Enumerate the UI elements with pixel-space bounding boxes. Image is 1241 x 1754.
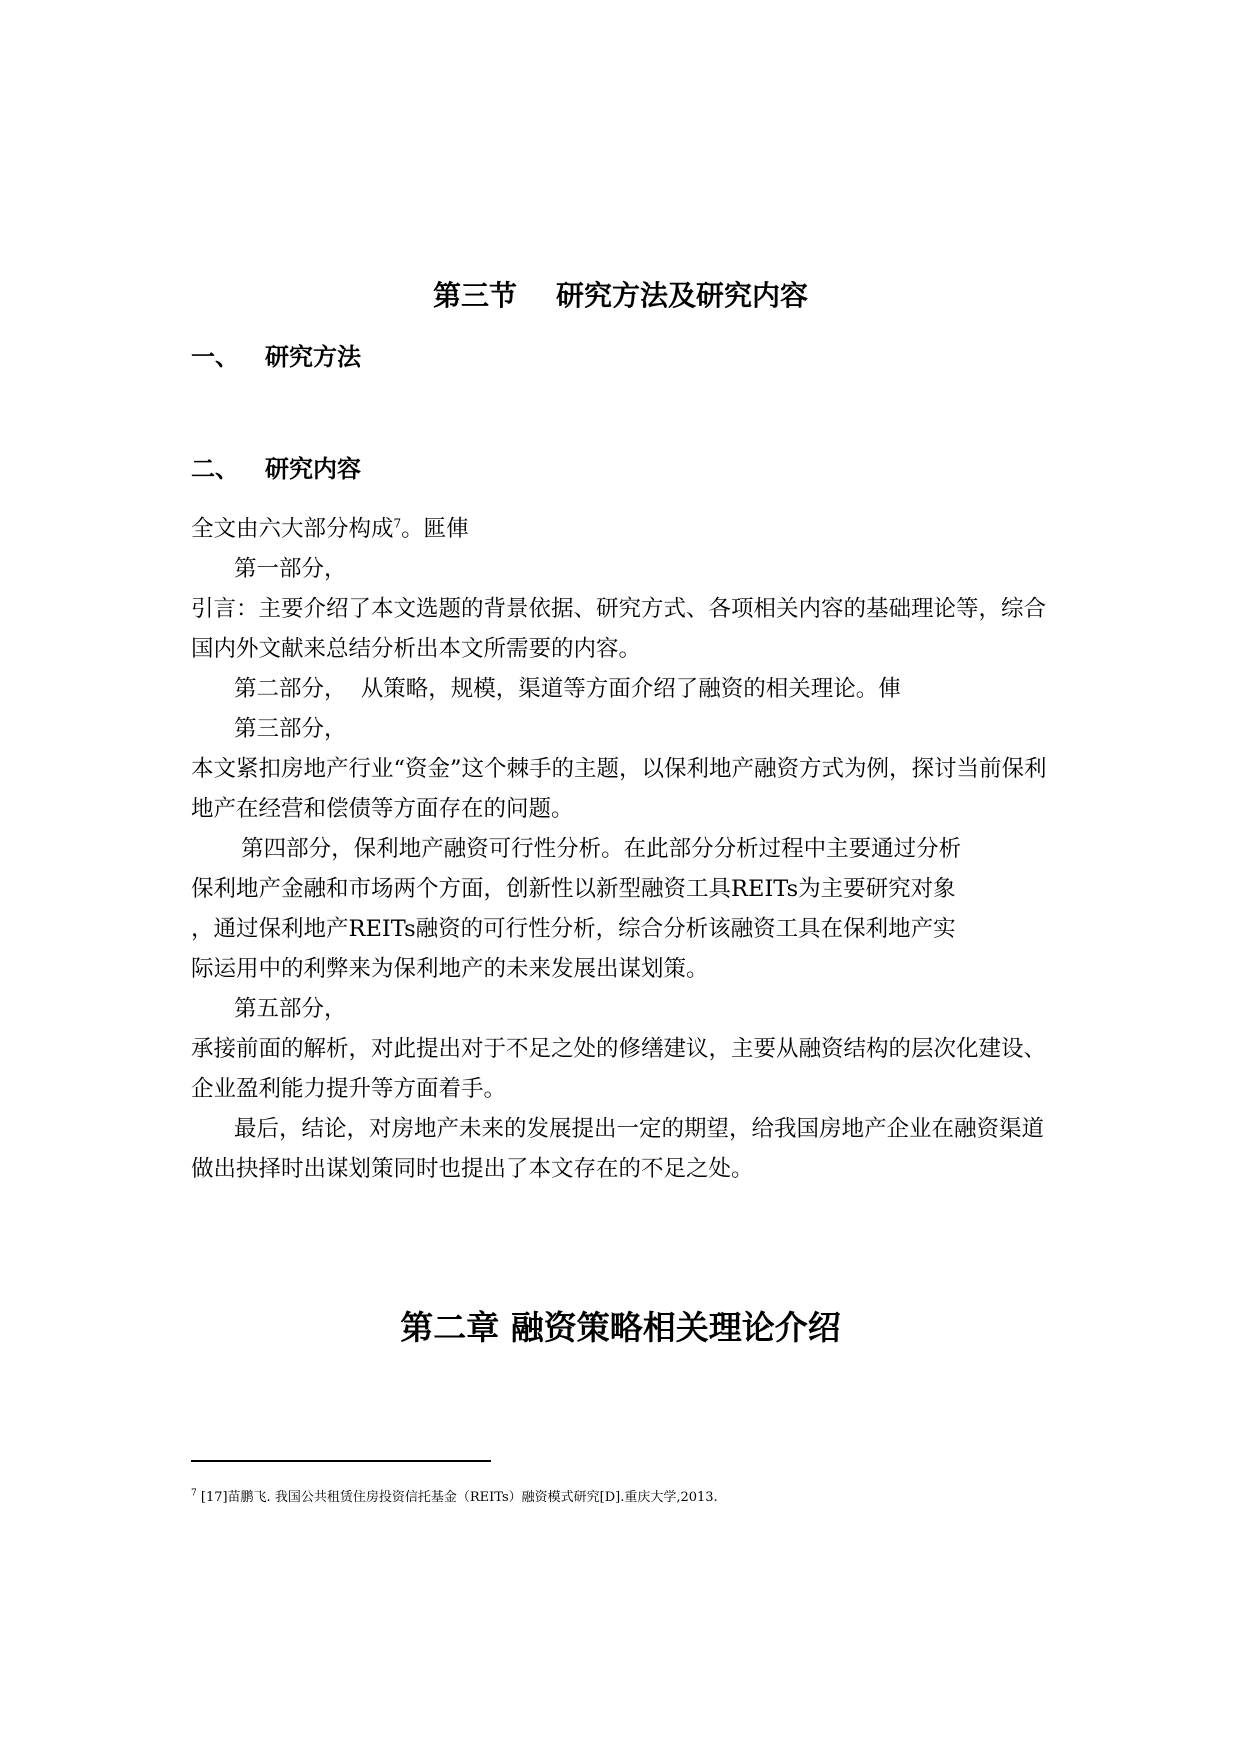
part1-text: 引言：主要介绍了本文选题的背景依据、研究方式、各项相关内容的基础理论等，综合国内外文献来总结分析出本文所需要的内容。 xyxy=(191,596,1047,662)
subsection-research-method xyxy=(191,340,361,374)
footnote-text: [17]苗鹏飞. 我国公共租赁住房投资信托基金（REITs）融资模式研究[D].重庆大学,2013. xyxy=(196,1490,718,1505)
subsection-research-content xyxy=(191,452,361,486)
part6-paragraph: 最后，结论，对房地产未来的发展提出一定的期望，给我国房地产企业在融资渠道做出抉择时出谋划策同时也提出了本文存在的不足之处。 xyxy=(191,1116,1045,1182)
intro-paragraph: 全文由六大部分构成$^7$。匨俥 xyxy=(191,516,469,542)
subsection-number: 一、 xyxy=(191,343,239,371)
part2-paragraph: 第二部分， 从策略，规模，渠道等方面介绍了融资的相关理论。俥 xyxy=(234,676,901,702)
subsection-label: 研究内容 xyxy=(265,455,361,483)
body-text xyxy=(191,509,1049,1189)
section-title: 第三节 研究方法及研究内容 xyxy=(433,279,808,312)
part1-heading: 第一部分， xyxy=(234,556,347,582)
part5-heading: 第五部分， xyxy=(234,996,347,1022)
part4-line-3: ，通过保利地产REITs融资的可行性分析，综合分析该融资工具在保利地产实 xyxy=(191,916,956,942)
chapter-title: 第二章 融资策略相关理论介绍 xyxy=(400,1308,841,1347)
part4-line-1: 第四部分，保利地产融资可行性分析。在此部分分析过程中主要通过分析 xyxy=(234,836,962,862)
part3-heading: 第三部分， xyxy=(234,716,347,742)
part4-line-4: 际运用中的利弊来为保利地产的未来发展出谋划策。 xyxy=(191,956,709,982)
part3-text: 本文紧扣房地产行业“资金”这个棘手的主题，以保利地产融资方式为例，探讨当前保利地产在经营和偿债等方面存在的问题。 xyxy=(191,756,1047,822)
subsection-number: 二、 xyxy=(191,455,239,483)
part5-text: 承接前面的解析，对此提出对于不足之处的修缮建议，主要从融资结构的层次化建设、企业盈利能力提升等方面着手。 xyxy=(191,1036,1047,1102)
footnote-marker: 7 xyxy=(191,1488,197,1499)
footnote-divider xyxy=(191,1460,491,1462)
subsection-label: 研究方法 xyxy=(265,343,361,371)
part4-line-2: 保利地产金融和市场两个方面，创新性以新型融资工具REITs为主要研究对象 xyxy=(191,876,956,902)
footnote xyxy=(191,1489,718,1507)
footnote-ref[interactable]: 7 xyxy=(393,516,402,531)
